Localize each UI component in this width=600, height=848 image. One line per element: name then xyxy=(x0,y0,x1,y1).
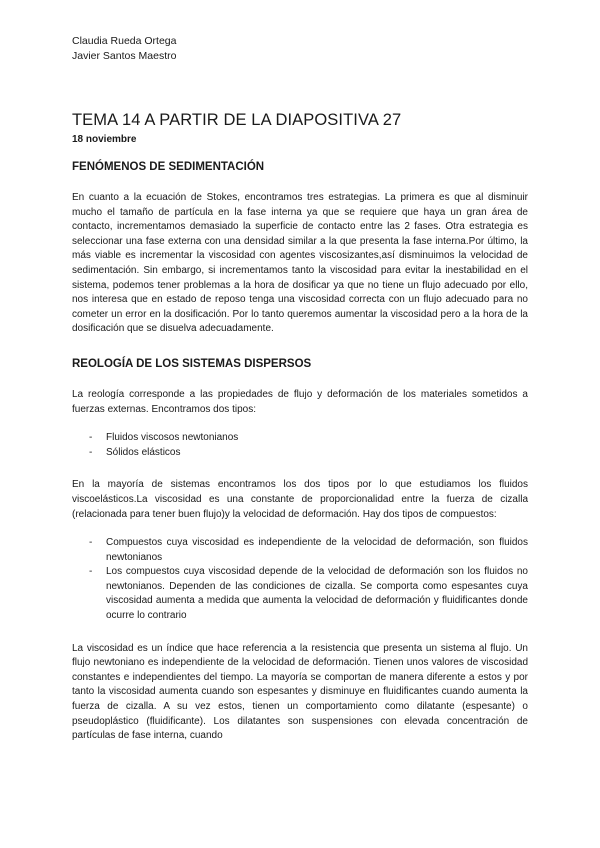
dash-bullet: - xyxy=(89,537,93,549)
author-name: Javier Santos Maestro xyxy=(72,50,177,62)
author-name: Claudia Rueda Ortega xyxy=(72,35,177,47)
list-item xyxy=(72,446,528,461)
section-heading: FENÓMENOS DE SEDIMENTACIÓN xyxy=(72,161,265,173)
list-item xyxy=(72,536,528,565)
paragraph: En cuanto a la ecuación de Stokes, encontramos tres estrategias. La primera es que al disminuir mucho el tamaño de partícula en la fase interna ya que se requiere que haya un gran área de contacto, incrementamos demasiado la superficie de contacto entre las 2 fases. Otra estrategia es seleccionar una fase externa con una densidad similar a la que presenta la fase interna.Por último, la más viable es incrementar la viscosidad con agentes viscosizantes,así disminuimos la velocidad de sedimentación. Sin embargo, si incrementamos tanto la viscosidad para evitar la inestabilidad en el sistema, podemos tener problemas a la hora de dosificar ya que no tiene un flujo adecuado por ello, nos interesa que en estado de reposo tenga una viscosidad correcta con un flujo adecuado para no cometer un error en la dosificación. Por lo tanto queremos aumentar la viscosidad pero a la hora de la dosificación que se disuelva adecuadamente. xyxy=(72,192,528,335)
list-item-text: Sólidos elásticos xyxy=(106,446,181,458)
document-date: 18 noviembre xyxy=(72,134,137,145)
dash-bullet: - xyxy=(89,432,93,444)
document-title: TEMA 14 A PARTIR DE LA DIAPOSITIVA 27 xyxy=(72,111,402,129)
list-item xyxy=(72,565,528,623)
dash-bullet: - xyxy=(89,566,93,578)
section-heading: REOLOGÍA DE LOS SISTEMAS DISPERSOS xyxy=(72,357,312,370)
bullet-list xyxy=(72,536,528,624)
paragraph: La viscosidad es un índice que hace referencia a la resistencia que presenta un sistema al flujo. Un flujo newtoniano es independiente de la velocidad de deformación. Tienen unos valores de viscosidad constantes e independientes del tiempo. La mayoría se comportan de manera diferente a estos y por tanto la viscosidad aumenta cuando son espesantes y disminuye en fluidificantes cuando aumenta la fuerza de cizalla. A su vez estos, tienen un comportamiento como dilatante (espesante) o pseudoplástico (fluidificante). Los dilatantes son suspensiones con elevada concentración de partículas de fase interna, cuando xyxy=(72,642,528,742)
paragraph: En la mayoría de sistemas encontramos los dos tipos por lo que estudiamos los fluidos viscoelásticos.La viscosidad es una constante de proporcionalidad entre la fuerza de cizalla (relacionada para tener buen flujo)y la velocidad de deformación. Hay dos tipos de compuestos: xyxy=(72,479,528,520)
list-item xyxy=(72,431,528,446)
authors-block xyxy=(72,34,528,64)
bullet-list xyxy=(72,431,528,460)
dash-bullet: - xyxy=(89,446,93,458)
list-item-text: Fluidos viscosos newtonianos xyxy=(106,432,239,444)
list-item-text: Los compuestos cuya viscosidad depende de la velocidad de deformación son los fluidos no newtonianos. Dependen de las condiciones de cizalla. Se comporta como espesantes cuya viscosidad aumenta a medida que aumenta la velocidad de deformación y fluidificantes donde ocurre lo contrario xyxy=(106,566,528,622)
paragraph: La reología corresponde a las propiedades de flujo y deformación de los materiales sometidos a fuerzas externas. Encontramos dos tipos: xyxy=(72,388,528,415)
list-item-text: Compuestos cuya viscosidad es independiente de la velocidad de deformación, son fluidos newtonianos xyxy=(106,537,528,563)
